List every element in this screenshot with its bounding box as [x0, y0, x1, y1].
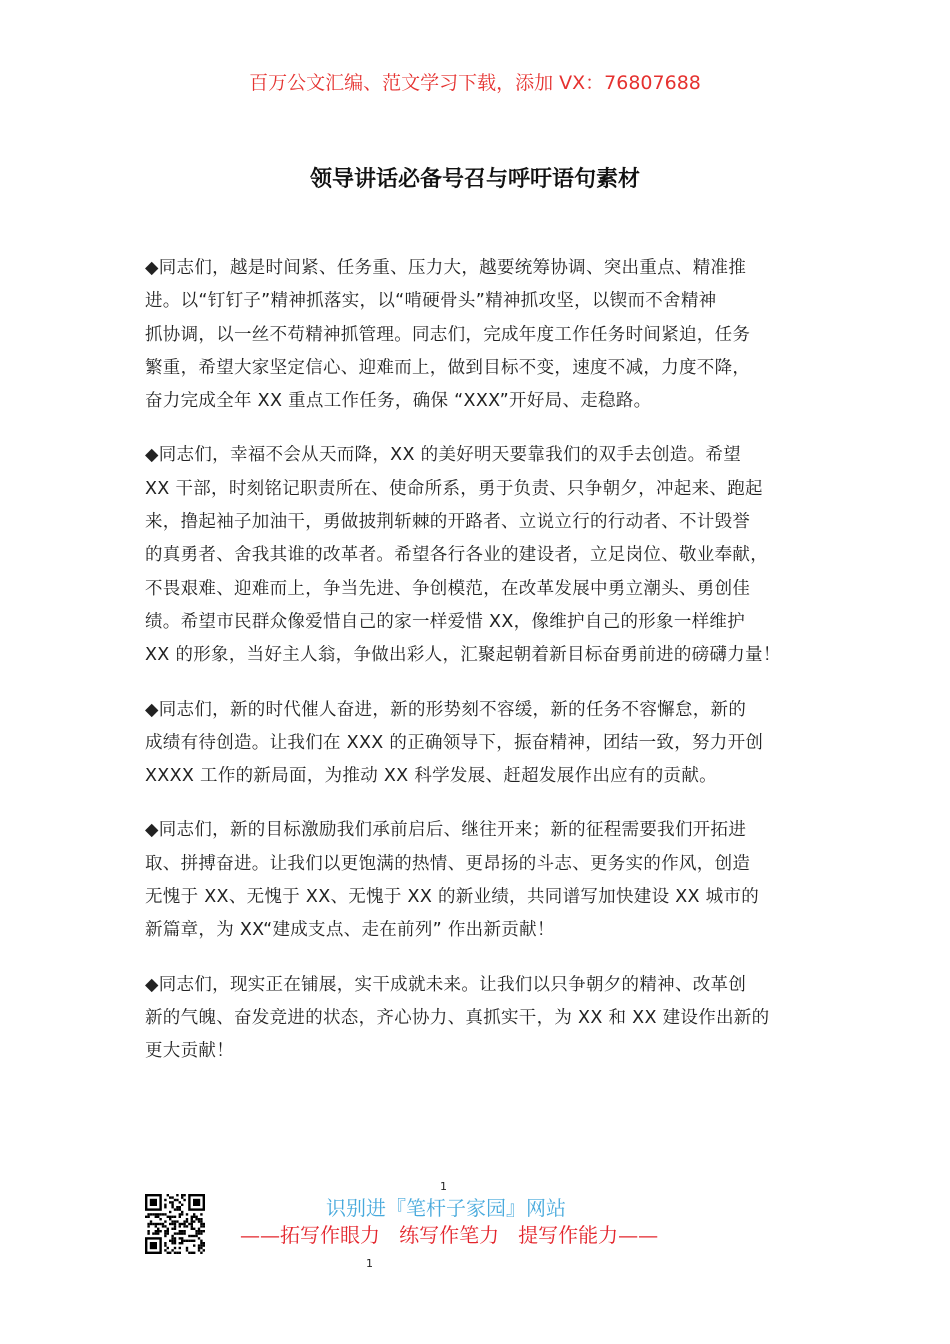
promo-header: 百万公文汇编、范文学习下载，添加 VX：76807688 [249, 72, 701, 94]
text-line: 奋力完成全年 XX 重点工作任务，确保 “XXX”开好局、走稳路。 [145, 391, 652, 412]
qr-code-icon [145, 1194, 205, 1254]
text-line: 新的气魄、奋发竞进的状态，齐心协力、真抓实干，为 XX 和 XX 建设作出新的 [145, 1007, 770, 1028]
footer-site-text: 识别进『笔杆子家园』网站 [326, 1196, 566, 1220]
text-line: 的真勇者、舍我其谁的改革者。希望各行各业的建设者，立足岗位、敬业奉献， [145, 545, 768, 566]
text-line: 取、拼搏奋进。让我们以更饱满的热情、更昂扬的斗志、更务实的作风，创造 [145, 853, 751, 874]
text-line: ◆同志们，越是时间紧、任务重、压力大，越要统筹协调、突出重点、精准推 [145, 258, 747, 278]
paragraph [145, 816, 835, 949]
page-number: 1 [366, 1257, 373, 1270]
document-title: 领导讲话必备号召与呼吁语句素材 [309, 166, 640, 192]
text-line: ◆同志们，现实正在铺展，实干成就未来。让我们以只争朝夕的精神、改革创 [145, 974, 747, 995]
text-line: 绩。希望市民群众像爱惜自己的家一样爱惜 XX，像维护自己的形象一样维护 [145, 611, 746, 632]
footer-slogan: ——拓写作眼力 练写作笔力 提写作能力—— [240, 1223, 659, 1247]
text-line: 抓协调，以一丝不苟精神抓管理。同志们，完成年度工作任务时间紧迫，任务 [145, 324, 751, 345]
paragraph [145, 971, 835, 1071]
text-line: 进。以“钉钉子”精神抓落实，以“啃硬骨头”精神抓攻坚，以锲而不舍精神 [145, 291, 717, 312]
paragraph [145, 441, 835, 674]
text-line: 不畏艰难、迎难而上，争当先进、争创模范，在改革发展中勇立潮头、勇创佳 [145, 578, 751, 599]
text-line: 无愧于 XX、无愧于 XX、无愧于 XX 的新业绩，共同谱写加快建设 XX 城市的 [145, 887, 760, 908]
text-line: XX 的形象，当好主人翁，争做出彩人，汇聚起朝着新目标奋勇前进的磅礴力量！ [145, 645, 781, 666]
document-body [145, 254, 835, 1092]
text-line: 来，撸起袖子加油干，勇做披荆斩棘的开路者、立说立行的行动者、不计毁誉 [145, 512, 751, 533]
text-line: ◆同志们，新的目标激励我们承前启后、继往开来；新的征程需要我们开拓进 [145, 820, 747, 841]
footer-overlap-number: 1 [440, 1180, 447, 1193]
text-line: ◆同志们，幸福不会从天而降，XX 的美好明天要靠我们的双手去创造。希望 [145, 445, 741, 466]
text-line: XXXX 工作的新局面，为推动 XX 科学发展、赶超发展作出应有的贡献。 [145, 766, 717, 787]
text-line: 新篇章，为 XX“建成支点、走在前列” 作出新贡献！ [145, 920, 555, 941]
paragraph [145, 254, 835, 420]
text-line: ◆同志们，新的时代催人奋进，新的形势刻不容缓，新的任务不容懈怠，新的 [145, 699, 747, 720]
text-line: 成绩有待创造。让我们在 XXX 的正确领导下，振奋精神，团结一致，努力开创 [145, 732, 764, 753]
paragraph [145, 696, 835, 796]
text-line: XX 干部，时刻铭记职责所在、使命所系，勇于负责、只争朝夕，冲起来、跑起 [145, 478, 763, 499]
text-line: 更大贡献！ [145, 1041, 234, 1062]
text-line: 繁重，希望大家坚定信心、迎难而上，做到目标不变，速度不减，力度不降， [145, 357, 751, 378]
